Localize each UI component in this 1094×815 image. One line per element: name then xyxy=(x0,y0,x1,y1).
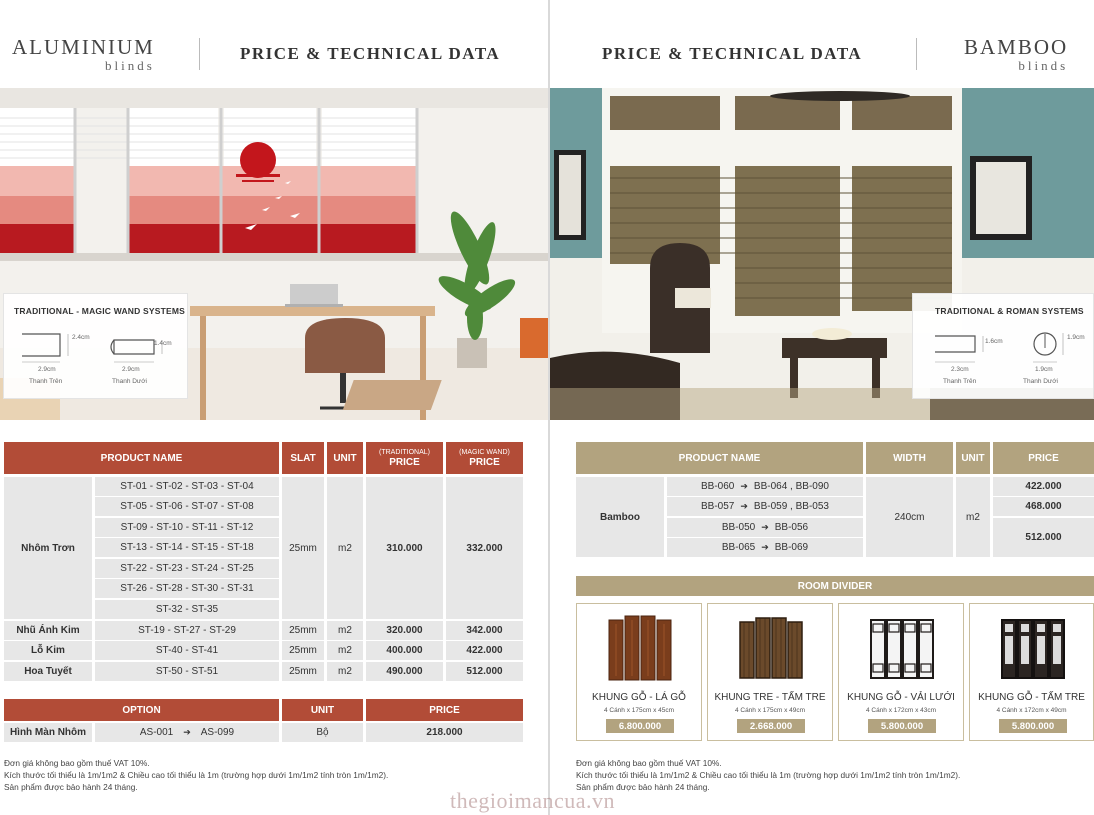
price-cell: 512.000 xyxy=(993,518,1094,557)
product-name-cell: Nhôm Trơn xyxy=(4,477,92,619)
code-cell: ST-40 - ST-41 xyxy=(95,641,279,660)
traditional-price-cell: 310.000 xyxy=(366,477,443,619)
option-unit-cell: Bộ xyxy=(282,723,363,742)
header-traditional-sub: (TRADITIONAL) xyxy=(379,448,430,456)
system-title: TRADITIONAL - MAGIC WAND SYSTEMS xyxy=(14,306,186,316)
bottom-rail-label: Thanh Dưới xyxy=(112,378,147,385)
code-to: BB-056 xyxy=(774,522,809,533)
divider-price: 5.800.000 xyxy=(868,719,936,733)
brand-title: BAMBOO xyxy=(964,35,1069,59)
header-separator xyxy=(199,38,200,70)
price-cell: 422.000 xyxy=(993,477,1094,496)
code-cell: ST-32 - ST-35 xyxy=(95,600,279,619)
code-from: BB-060 xyxy=(701,481,735,492)
note-vat: Đơn giá không bao gồm thuế VAT 10%. xyxy=(4,758,150,768)
top-rail-label: Thanh Trên xyxy=(29,378,63,385)
header-magic-wand-price xyxy=(446,442,523,474)
header-traditional-price xyxy=(366,442,443,474)
header-option-unit: UNIT xyxy=(282,699,363,721)
header-traditional-label: PRICE xyxy=(389,456,420,468)
system-spec-box xyxy=(912,293,1094,399)
code-from: BB-065 xyxy=(721,542,756,553)
header-price: PRICE xyxy=(993,442,1094,474)
slat-cell: 25mm xyxy=(282,477,324,619)
code-to: BB-069 xyxy=(774,542,809,553)
room-divider-card[interactable] xyxy=(576,603,702,741)
top-rail-label: Thanh Trên xyxy=(943,378,977,385)
unit-cell: m2 xyxy=(327,621,363,640)
bottom-rail-label: Thanh Dưới xyxy=(1023,378,1058,385)
unit-cell: m2 xyxy=(327,641,363,660)
top-rail-height: 2.4cm xyxy=(72,334,90,341)
footnotes xyxy=(576,757,1092,793)
code-cell: ST-01 - ST-02 - ST-03 - ST-04 xyxy=(95,477,279,496)
code-from: BB-050 xyxy=(721,522,756,533)
slat-cell: 25mm xyxy=(282,662,324,681)
code-cell xyxy=(667,538,863,557)
brand-subtitle: blinds xyxy=(105,58,155,73)
option-code-from: AS-001 xyxy=(139,727,174,738)
header-unit: UNIT xyxy=(956,442,990,474)
note-min-size: Kích thước tối thiểu là 1m/1m2 & Chiều cao tối thiểu là 1m (trường hợp dưới 1m/1m2 tính tròn 1m/1m2). xyxy=(4,770,389,780)
unit-cell: m2 xyxy=(327,662,363,681)
header-option-price: PRICE xyxy=(366,699,523,721)
unit-cell: m2 xyxy=(956,477,990,557)
bamboo-room-photo xyxy=(550,88,1094,420)
room-divider-card[interactable] xyxy=(969,603,1094,741)
traditional-price-cell: 320.000 xyxy=(366,621,443,640)
width-cell: 240cm xyxy=(866,477,953,557)
code-cell: ST-50 - ST-51 xyxy=(95,662,279,681)
traditional-price-cell: 400.000 xyxy=(366,641,443,660)
product-name-cell: Hoa Tuyết xyxy=(4,662,92,681)
product-name-cell: Nhũ Ánh Kim xyxy=(4,621,92,640)
note-warranty: Sản phẩm được bảo hành 24 tháng. xyxy=(576,782,710,792)
note-min-size: Kích thước tối thiểu là 1m/1m2 & Chiều cao tối thiểu là 1m (trường hợp dưới 1m/1m2 tính tròn 1m/1m2). xyxy=(576,770,961,780)
code-cell: ST-13 - ST-14 - ST-15 - ST-18 xyxy=(95,538,279,557)
code-from: BB-057 xyxy=(701,501,735,512)
divider-name: KHUNG GỖ - TẤM TRE xyxy=(978,692,1085,703)
bamboo-name-cell: Bamboo xyxy=(576,477,664,557)
option-name-cell: Hình Màn Nhôm xyxy=(4,723,92,742)
divider-dimensions: 4 Cánh x 175cm x 49cm xyxy=(734,707,806,714)
brand-subtitle: blinds xyxy=(1018,58,1069,73)
bamboo-page xyxy=(550,0,1094,815)
top-rail-height: 1.6cm xyxy=(985,338,1003,345)
arrow-right-icon: ➔ xyxy=(761,542,769,552)
top-rail-width: 2.9cm xyxy=(38,366,56,373)
option-code-to: AS-099 xyxy=(200,727,235,738)
price-cell: 468.000 xyxy=(993,497,1094,516)
code-cell xyxy=(667,477,863,496)
bottom-rail-height: 1.4cm xyxy=(154,340,172,347)
room-divider-header: ROOM DIVIDER xyxy=(576,576,1094,596)
option-price-cell: 218.000 xyxy=(366,723,523,742)
aluminium-brand xyxy=(12,36,155,74)
divider-name: KHUNG GỖ - LÁ GỖ xyxy=(592,692,686,703)
header-width: WIDTH xyxy=(866,442,953,474)
code-cell: ST-26 - ST-28 - ST-30 - ST-31 xyxy=(95,579,279,598)
wood-slat-divider-image xyxy=(605,612,675,684)
page-title: PRICE & TECHNICAL DATA xyxy=(602,44,863,63)
arrow-right-icon: ➔ xyxy=(183,727,191,737)
code-cell: ST-22 - ST-23 - ST-24 - ST-25 xyxy=(95,559,279,578)
header-separator xyxy=(916,38,917,70)
bottom-rail-width: 2.9cm xyxy=(122,366,140,373)
header-unit: UNIT xyxy=(327,442,363,474)
divider-name: KHUNG GỖ - VẢI LƯỚI xyxy=(847,692,955,703)
page-title: PRICE & TECHNICAL DATA xyxy=(240,44,501,63)
wood-bamboo-divider-image xyxy=(998,612,1068,684)
magic-price-cell: 512.000 xyxy=(446,662,523,681)
code-to: BB-059 , BB-053 xyxy=(753,501,829,512)
option-code-cell xyxy=(95,723,279,742)
magic-price-cell: 342.000 xyxy=(446,621,523,640)
room-divider-card[interactable] xyxy=(838,603,964,741)
header-magic-sub: (MAGIC WAND) xyxy=(459,448,510,456)
code-to: BB-064 , BB-090 xyxy=(753,481,829,492)
code-cell: ST-09 - ST-10 - ST-11 - ST-12 xyxy=(95,518,279,537)
header-slat: SLAT xyxy=(282,442,324,474)
divider-dimensions: 4 Cánh x 172cm x 43cm xyxy=(865,707,937,714)
watermark: thegioimancua.vn xyxy=(450,788,616,813)
arrow-right-icon: ➔ xyxy=(740,481,748,491)
room-divider-card[interactable] xyxy=(707,603,833,741)
header-product-name: PRODUCT NAME xyxy=(4,442,279,474)
divider-price: 6.800.000 xyxy=(606,719,674,733)
code-cell: ST-19 - ST-27 - ST-29 xyxy=(95,621,279,640)
top-rail-width: 2.3cm xyxy=(951,366,969,373)
divider-price: 2.668.000 xyxy=(737,719,805,733)
traditional-price-cell: 490.000 xyxy=(366,662,443,681)
bottom-rail-height: 1.9cm xyxy=(1067,334,1085,341)
note-vat: Đơn giá không bao gồm thuế VAT 10%. xyxy=(576,758,722,768)
product-name-cell: Lỗ Kim xyxy=(4,641,92,660)
bottom-rail-width: 1.9cm xyxy=(1035,366,1053,373)
arrow-right-icon: ➔ xyxy=(740,501,748,511)
slat-cell: 25mm xyxy=(282,621,324,640)
header-magic-label: PRICE xyxy=(469,456,500,468)
bamboo-brand xyxy=(964,36,1068,74)
divider-dimensions: 4 Cánh x 175cm x 45cm xyxy=(603,707,675,714)
unit-cell: m2 xyxy=(327,477,363,619)
divider-price: 5.800.000 xyxy=(999,719,1067,733)
bamboo-panel-divider-image xyxy=(736,612,806,684)
divider-dimensions: 4 Cánh x 172cm x 49cm xyxy=(996,707,1067,714)
code-cell xyxy=(667,518,863,537)
magic-price-cell: 332.000 xyxy=(446,477,523,619)
mesh-fabric-divider-image xyxy=(867,612,937,684)
system-title: TRADITIONAL & ROMAN SYSTEMS xyxy=(935,306,1084,316)
brand-title: ALUMINIUM xyxy=(12,35,155,59)
code-cell: ST-05 - ST-06 - ST-07 - ST-08 xyxy=(95,497,279,516)
note-warranty: Sản phẩm được bảo hành 24 tháng. xyxy=(4,782,138,792)
system-spec-box xyxy=(3,293,188,399)
header-product-name: PRODUCT NAME xyxy=(576,442,863,474)
divider-name: KHUNG TRE - TẤM TRE xyxy=(714,692,826,703)
code-cell xyxy=(667,497,863,516)
arrow-right-icon: ➔ xyxy=(761,522,769,532)
magic-price-cell: 422.000 xyxy=(446,641,523,660)
header-option: OPTION xyxy=(4,699,279,721)
slat-cell: 25mm xyxy=(282,641,324,660)
aluminium-room-photo xyxy=(0,88,548,420)
